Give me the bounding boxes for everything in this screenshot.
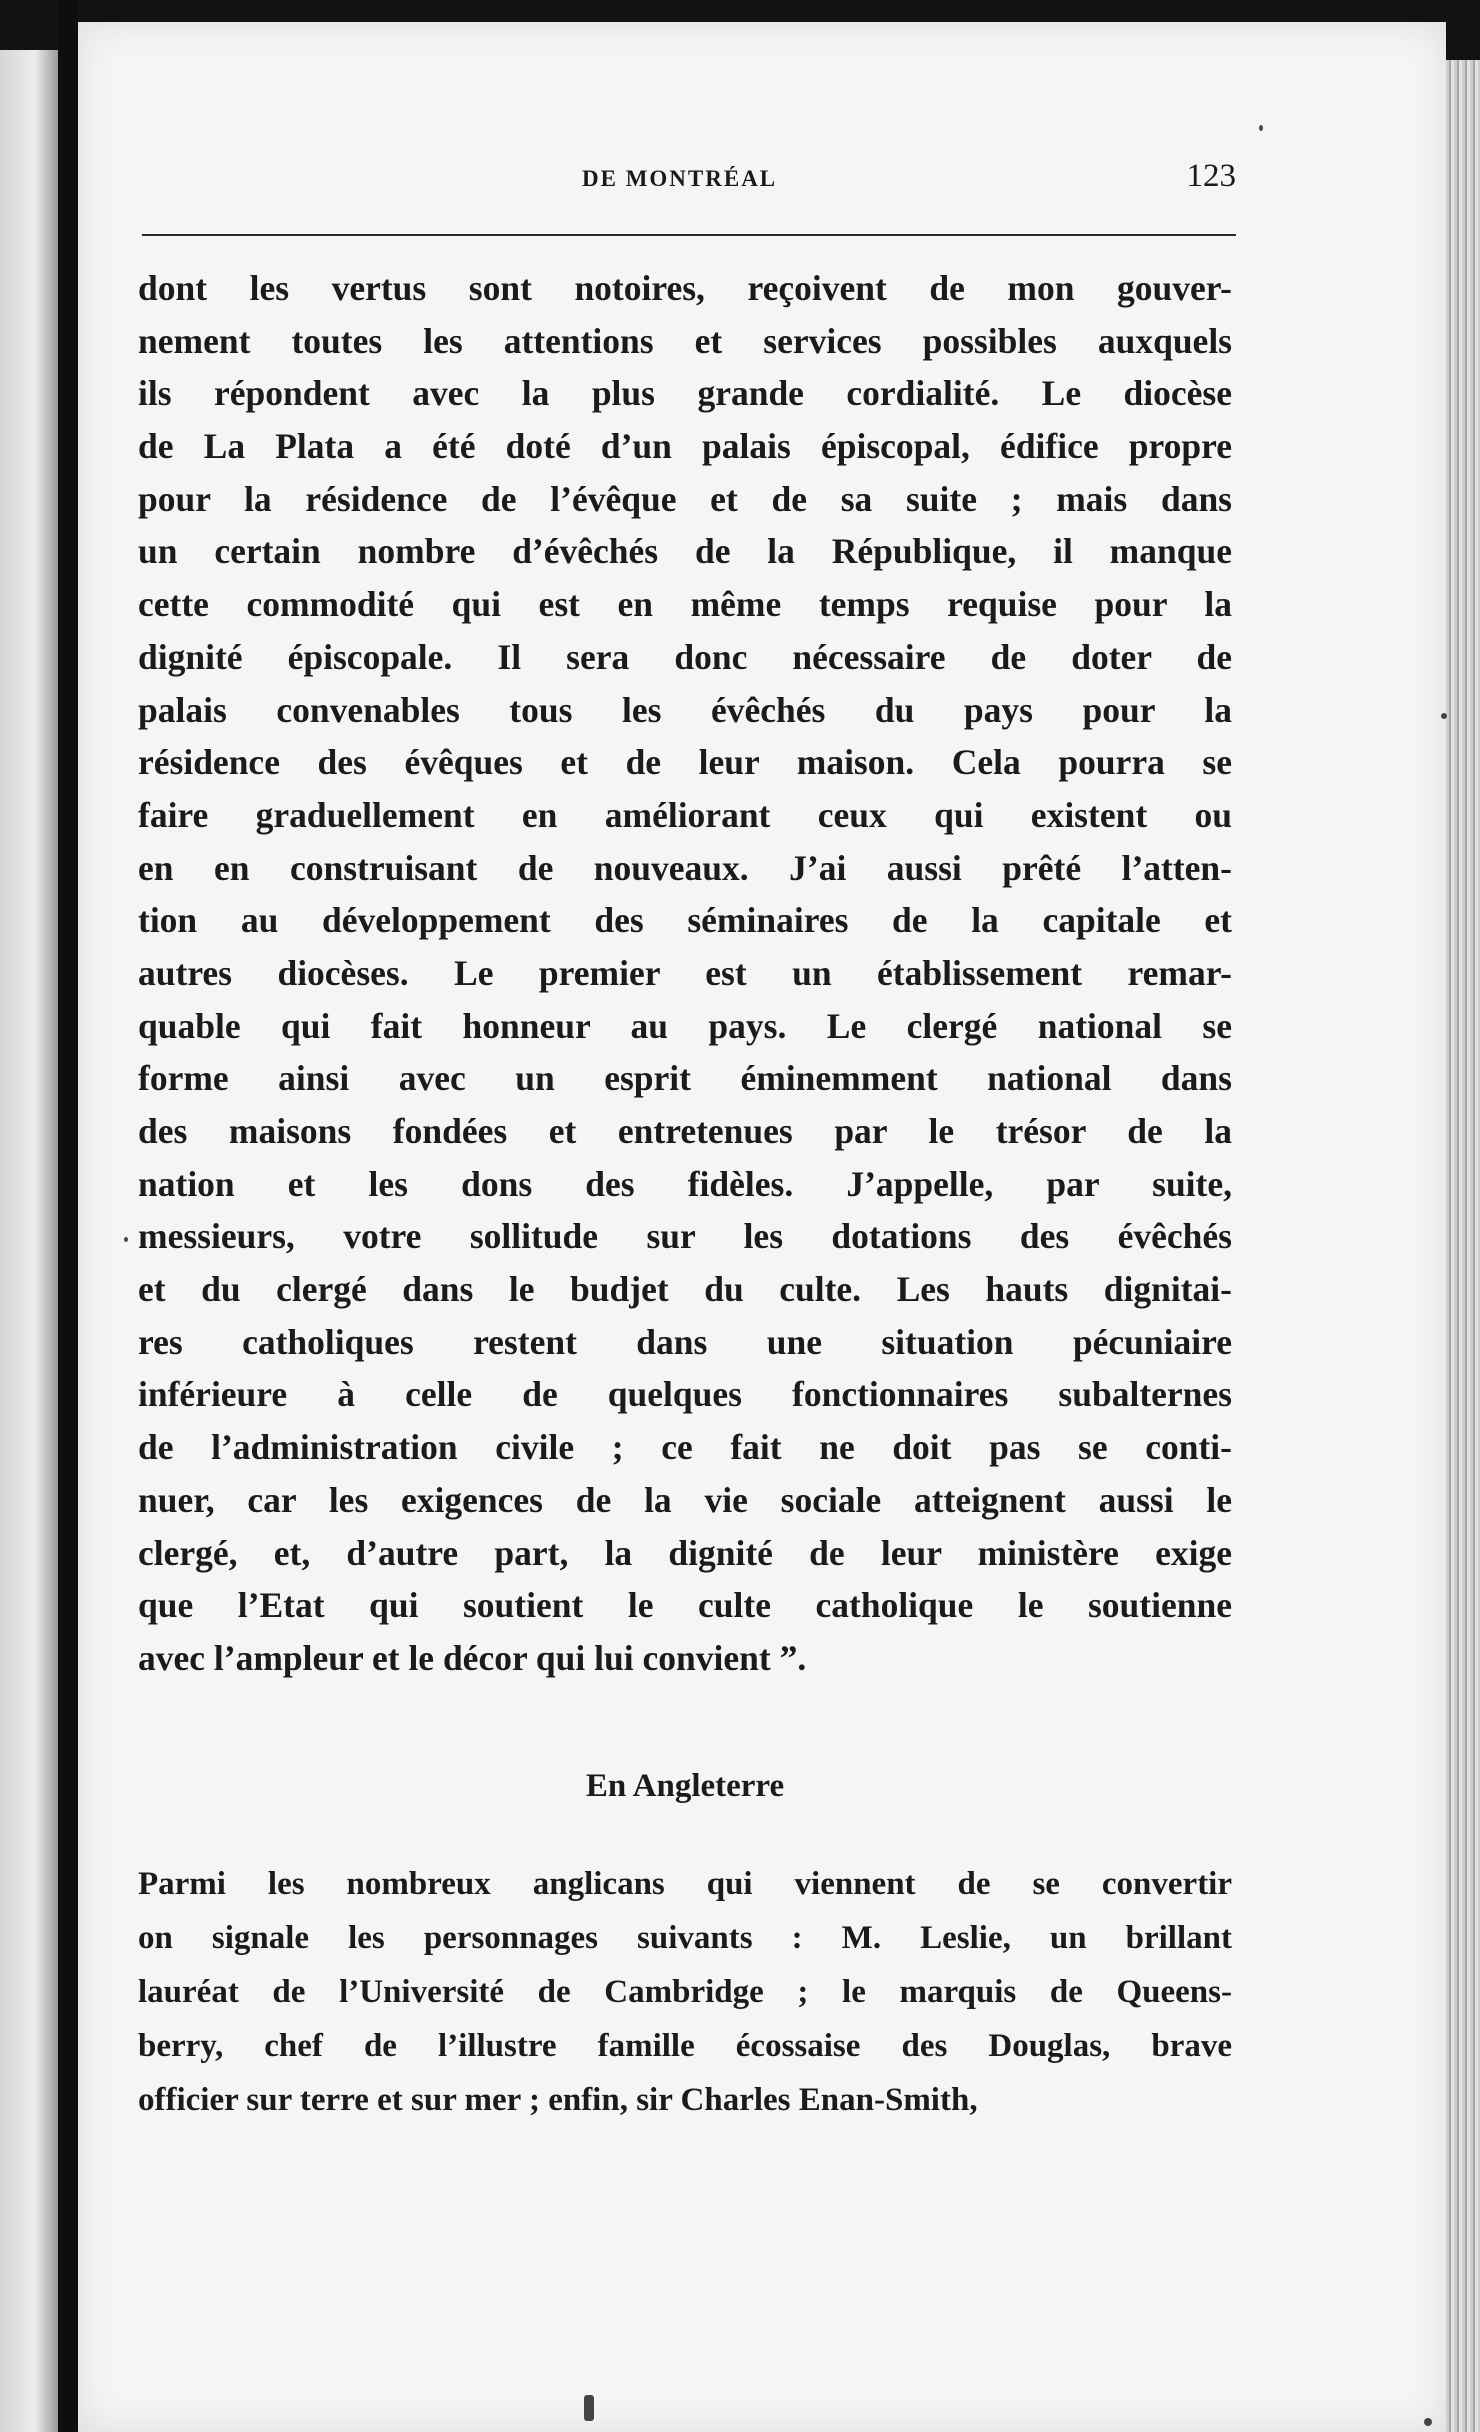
text-line: clergé, et, d’autre part, la dignité de leur ministère exige bbox=[138, 1532, 1232, 1573]
text-line: nuer, car les exigences de la vie sociale atteignent aussi le bbox=[138, 1479, 1232, 1520]
header-rule bbox=[142, 234, 1236, 236]
section-heading: En Angleterre bbox=[585, 1768, 785, 1804]
running-head: DE MONTRÉAL bbox=[582, 166, 778, 191]
text-line: inférieure à celle de quelques fonctionnaires subalternes bbox=[138, 1374, 1232, 1415]
text-line: Parmi les nombreux anglicans qui viennent de se convertir bbox=[138, 1866, 1232, 1902]
scan-speck bbox=[124, 1237, 128, 1242]
text-line: officier sur terre et sur mer ; enfin, sir Charles Enan-Smith, bbox=[138, 2082, 978, 2118]
page-number: 123 bbox=[1186, 158, 1236, 194]
scan-speck bbox=[1424, 2418, 1432, 2426]
text-line: nement toutes les attentions et services possibles auxquels bbox=[138, 320, 1232, 361]
text-line: et du clergé dans le budjet du culte. Les hauts dignitai- bbox=[138, 1269, 1232, 1310]
text-line: de l’administration civile ; ce fait ne doit pas se conti- bbox=[138, 1427, 1232, 1468]
text-line: pour la résidence de l’évêque et de sa suite ; mais dans bbox=[138, 478, 1232, 519]
book-gutter bbox=[58, 0, 78, 2432]
text-line: que l’Etat qui soutient le culte catholique le soutienne bbox=[138, 1585, 1232, 1626]
text-line: tion au développement des séminaires de la capitale et bbox=[138, 900, 1232, 941]
text-line: dignité épiscopale. Il sera donc nécessaire de doter de bbox=[138, 636, 1232, 677]
scan-speck bbox=[1441, 713, 1447, 719]
text-line: forme ainsi avec un esprit éminemment national dans bbox=[138, 1058, 1232, 1099]
text-line: cette commodité qui est en même temps requise pour la bbox=[138, 584, 1232, 625]
text-line: res catholiques restent dans une situation pécuniaire bbox=[138, 1321, 1232, 1362]
text-line: avec l’ampleur et le décor qui lui convient ”. bbox=[138, 1637, 807, 1678]
text-line: autres diocèses. Le premier est un établissement remar- bbox=[138, 952, 1232, 993]
text-line: dont les vertus sont notoires, reçoivent de mon gouver- bbox=[138, 268, 1232, 308]
text-line: résidence des évêques et de leur maison. Cela pourra se bbox=[138, 742, 1232, 783]
text-line: nation et les dons des fidèles. J’appelle, par suite, bbox=[138, 1163, 1232, 1204]
text-line: un certain nombre d’évêchés de la République, il manque bbox=[138, 531, 1232, 572]
text-line: ils répondent avec la plus grande cordialité. Le diocèse bbox=[138, 373, 1232, 414]
text-line: on signale les personnages suivants : M. Leslie, un brillant bbox=[138, 1920, 1232, 1956]
page-header bbox=[142, 158, 1236, 208]
page-stack-edge bbox=[1446, 60, 1480, 2432]
text-line: des maisons fondées et entretenues par le trésor de la bbox=[138, 1111, 1232, 1151]
paragraph-2 bbox=[138, 1857, 1232, 2127]
text-line: de La Plata a été doté d’un palais épiscopal, édifice propre bbox=[138, 426, 1232, 467]
text-line: palais convenables tous les évêchés du pays pour la bbox=[138, 689, 1232, 730]
text-line: lauréat de l’Université de Cambridge ; le marquis de Queens- bbox=[138, 1974, 1232, 2010]
text-line: quable qui fait honneur au pays. Le clergé national se bbox=[138, 1005, 1232, 1046]
text-line: berry, chef de l’illustre famille écossaise des Douglas, brave bbox=[138, 2028, 1232, 2064]
text-line: faire graduellement en améliorant ceux qui existent ou bbox=[138, 794, 1232, 835]
text-line: en en construisant de nouveaux. J’ai aussi prêté l’atten- bbox=[138, 847, 1232, 888]
scan-speck bbox=[1259, 125, 1263, 131]
paragraph-1 bbox=[138, 262, 1232, 1685]
scan-speck bbox=[584, 2395, 594, 2421]
left-page-edge bbox=[0, 50, 58, 2432]
text-line: messieurs, votre sollitude sur les dotations des évêchés bbox=[138, 1216, 1232, 1257]
